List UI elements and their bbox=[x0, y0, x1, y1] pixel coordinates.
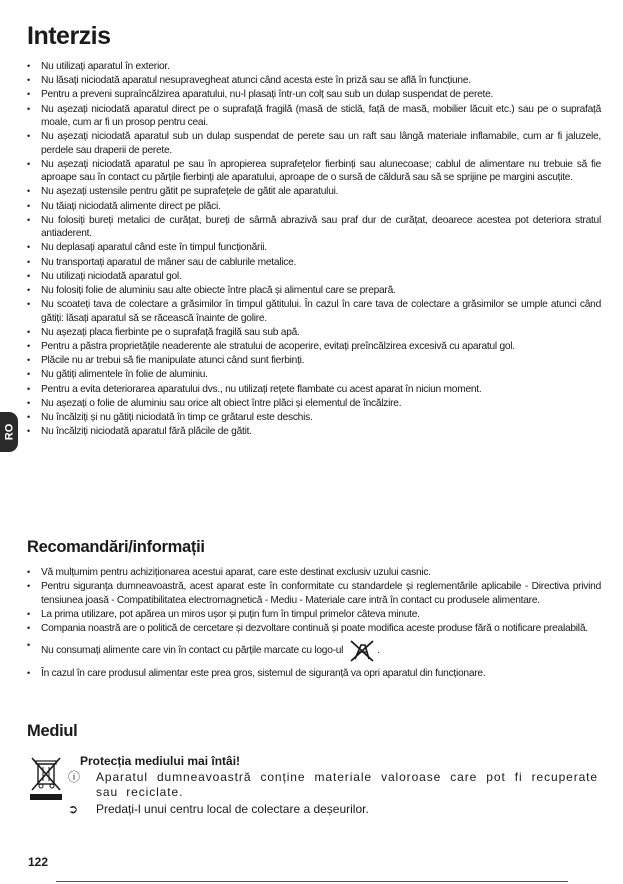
recommendations-list bbox=[26, 566, 601, 682]
environment-arrow-text: Predați-l unui centru local de colectare a deșeurilor. bbox=[96, 802, 369, 816]
list-item: • Nu deplasați aparatul când este în timpul funcționării. bbox=[26, 241, 601, 254]
page-number: 122 bbox=[28, 855, 49, 869]
list-item: • Nu folosiți bureți metalici de curățat, bureți de sârmă abrazivă sau praf dur de curățat, deoarece acestea pot deteriora stratul antiaderent. bbox=[26, 214, 601, 241]
arrow-icon: ➲ bbox=[68, 802, 79, 816]
list-item: • Nu așezați placa fierbinte pe o suprafață fragilă sau sub apă. bbox=[26, 326, 601, 339]
environment-subtitle: Protecția mediului mai întâi! bbox=[80, 754, 241, 768]
list-item: • Nu folosiți folie de aluminiu sau alte obiecte între placă și alimentul care se prepară. bbox=[26, 284, 601, 297]
list-item: • Nu utilizați niciodată aparatul gol. bbox=[26, 270, 601, 283]
page-title: Interzis bbox=[27, 22, 111, 50]
list-item: • Nu așezați o folie de aluminiu sau orice alt obiect între plăci și elementul de încălzire. bbox=[26, 397, 601, 410]
list-item bbox=[26, 639, 601, 663]
list-item: • Nu așezați niciodată aparatul direct pe o suprafață fragilă (masă de sticlă, față de masă, mobilier lăcuit etc.) sau pe o suprafață moale, cum ar fi un prosop pentru ceai. bbox=[26, 103, 601, 130]
no-food-contact-icon bbox=[347, 639, 377, 663]
list-item: • Nu tăiați niciodată alimente direct pe plăci. bbox=[26, 200, 601, 213]
list-item: • Nu transportați aparatul de mâner sau de cablurile metalice. bbox=[26, 256, 601, 269]
language-tab-label: RO bbox=[3, 423, 15, 441]
list-item: • Pentru a preveni supraîncălzirea aparatului, nu-l plasați într-un colț sau sub un dulap suspendat de perete. bbox=[26, 88, 601, 101]
list-item: • La prima utilizare, pot apărea un miros ușor și puțin fum în timpul primelor câteva minute. bbox=[26, 608, 601, 621]
list-item: • Plăcile nu ar trebui să fie manipulate atunci când sunt fierbinți. bbox=[26, 354, 601, 367]
list-item: • Pentru a păstra proprietățile neaderente ale stratului de acoperire, evitați preîncălzirea excesivă cu aparatul gol. bbox=[26, 340, 601, 353]
language-tab bbox=[0, 412, 18, 452]
list-item: • Nu încălziți și nu gătiți niciodată în timp ce grătarul este deschis. bbox=[26, 411, 601, 424]
environment-heading: Mediul bbox=[27, 722, 78, 740]
list-item: • Nu gătiți alimentele în folie de aluminiu. bbox=[26, 368, 601, 381]
list-item: • Vă mulțumim pentru achiziționarea acestui aparat, care este destinat exclusiv uzului casnic. bbox=[26, 566, 601, 579]
recommendations-heading: Recomandări/informații bbox=[27, 538, 205, 556]
list-item: • În cazul în care produsul alimentar este prea gros, sistemul de siguranță va opri aparatul din funcționare. bbox=[26, 667, 601, 680]
environment-info-text: Aparatul dumneavoastră conține materiale valoroase care pot fi recuperate sau reciclate. bbox=[96, 770, 598, 799]
list-item: • Nu așezați niciodată aparatul sub un dulap suspendat de perete sau un raft sau lângă materiale inflamabile, cum ar fi jaluzele, perdele sau draperii de perete. bbox=[26, 130, 601, 157]
footer-divider bbox=[56, 881, 568, 882]
prohibited-list bbox=[26, 60, 601, 440]
list-item: • Nu lăsați niciodată aparatul nesupravegheat atunci când acesta este în priză sau se află în funcțiune. bbox=[26, 74, 601, 87]
crossed-bin-icon bbox=[28, 756, 64, 802]
list-item: • Pentru a evita deteriorarea aparatului dvs., nu utilizați rețete flambate cu acest aparat în niciun moment. bbox=[26, 383, 601, 396]
list-item: • Nu așezați ustensile pentru gătit pe suprafețele de gătit ale aparatului. bbox=[26, 185, 601, 198]
list-item: • Pentru siguranța dumneavoastră, acest aparat este în conformitate cu standardele și reglementările aplicabile - Directiva privind tensiunea joasă - Compatibilitatea electromagnetică - Mediu - Materiale care intră în contact cu produsele alimentare. bbox=[26, 580, 601, 607]
list-item: • Nu scoateți tava de colectare a grăsimilor în timpul gătitului. În cazul în care tava de colectare a grăsimilor se umple atunci când gătiți: lăsați aparatul să se răcească înainte de golire. bbox=[26, 298, 601, 325]
environment-info-row bbox=[68, 770, 598, 800]
logo-item-end: . bbox=[377, 645, 380, 657]
list-item: • Nu utilizați aparatul în exterior. bbox=[26, 60, 601, 73]
logo-item-text: Nu consumați alimente care vin în contact cu părțile marcate cu logo-ul bbox=[41, 645, 344, 657]
environment-arrow-row bbox=[68, 802, 598, 817]
list-item: • Nu așezați niciodată aparatul pe sau în apropierea suprafețelor fierbinți sau alunecoase; cablul de alimentare nu trebuie să fie aproape sau în contact cu părțile fierbinți ale aparatului, aproape de o sursă de căldură sau să se sprijine pe margini ascuțite. bbox=[26, 158, 601, 185]
list-item: • Nu încălziți niciodată aparatul fără plăcile de gătit. bbox=[26, 425, 601, 438]
list-item: • Compania noastră are o politică de cercetare și dezvoltare continuă și poate modifica aceste produse fără o notificare prealabilă. bbox=[26, 622, 601, 635]
info-icon: ⓘ bbox=[68, 770, 81, 784]
